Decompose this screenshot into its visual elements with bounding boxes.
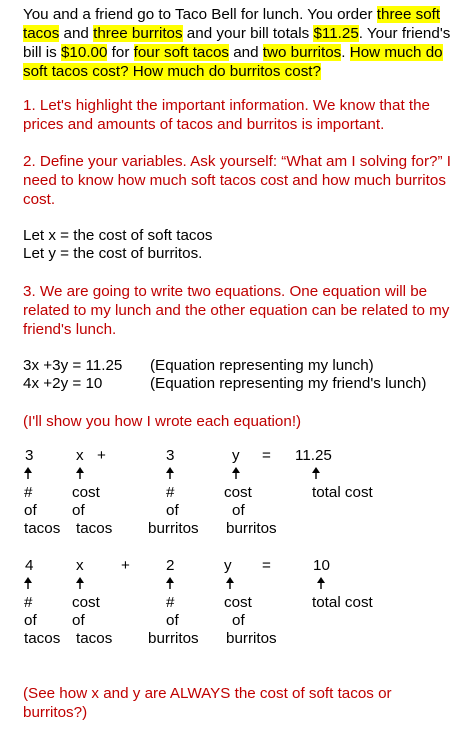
equation-2: 4x +2y = 10 bbox=[23, 375, 103, 392]
let-y: Let y = the cost of burritos. bbox=[23, 245, 203, 262]
arrow-up-icon bbox=[24, 467, 32, 479]
problem-text: You and a friend go to Taco Bell for lunch. You order bbox=[23, 6, 377, 23]
problem-text: . bbox=[341, 44, 350, 61]
count-tacos-value: 4 bbox=[25, 557, 34, 574]
equals-sign: = bbox=[262, 447, 271, 464]
problem-text: and bbox=[59, 25, 94, 42]
equation-2-note: (Equation representing my friend's lunch) bbox=[150, 375, 427, 392]
label-burritos: burritos bbox=[148, 520, 199, 537]
arrow-up-icon bbox=[166, 467, 174, 479]
label-burritos: burritos bbox=[226, 630, 277, 647]
total-value: 10 bbox=[313, 557, 330, 574]
label-cost: cost bbox=[72, 484, 100, 501]
label-cost: cost bbox=[224, 594, 252, 611]
arrow-up-icon bbox=[24, 577, 32, 589]
highlight-11-25: $11.25 bbox=[313, 25, 359, 42]
label-of: of bbox=[72, 502, 85, 519]
count-burritos-value: 3 bbox=[166, 447, 175, 464]
problem-statement bbox=[23, 5, 468, 81]
label-tacos: tacos bbox=[76, 520, 113, 537]
y-variable: y bbox=[224, 557, 232, 574]
arrow-up-icon bbox=[312, 467, 320, 479]
label-count: # bbox=[24, 484, 33, 501]
label-count: # bbox=[166, 594, 175, 611]
equation-1-note: (Equation representing my lunch) bbox=[150, 357, 374, 374]
label-of: of bbox=[166, 502, 179, 519]
label-of: of bbox=[232, 612, 245, 629]
problem-text: and your bill totals bbox=[182, 25, 314, 42]
show-note: (I'll show you how I wrote each equation!) bbox=[23, 413, 302, 430]
highlight-two-burritos: two burritos bbox=[262, 44, 342, 61]
label-cost: cost bbox=[72, 594, 100, 611]
label-of: of bbox=[166, 612, 179, 629]
arrow-up-icon bbox=[317, 577, 325, 589]
plus-sign: + bbox=[121, 557, 130, 574]
arrow-up-icon bbox=[76, 467, 84, 479]
label-tacos: tacos bbox=[24, 630, 61, 647]
equation-1: 3x +3y = 11.25 bbox=[23, 357, 123, 374]
highlight-questions: How much do soft tacos cost? How much do burritos cost? bbox=[23, 44, 443, 80]
arrow-up-icon bbox=[226, 577, 234, 589]
highlight-three-soft-tacos: three soft tacos bbox=[23, 6, 441, 42]
step-1: 1. Let's highlight the important information. We know that the prices and amounts of tacos and burritos is important. bbox=[23, 97, 430, 133]
closing-note: (See how x and y are ALWAYS the cost of soft tacos or burritos?) bbox=[23, 685, 392, 721]
x-variable: x bbox=[76, 557, 84, 574]
count-burritos-value: 2 bbox=[166, 557, 175, 574]
label-total-cost: total cost bbox=[312, 594, 373, 611]
label-of: of bbox=[232, 502, 245, 519]
problem-text: and bbox=[229, 44, 263, 61]
label-tacos: tacos bbox=[76, 630, 113, 647]
y-variable: y bbox=[232, 447, 240, 464]
label-burritos: burritos bbox=[226, 520, 277, 537]
arrow-up-icon bbox=[232, 467, 240, 479]
plus-sign: + bbox=[97, 447, 106, 464]
arrow-up-icon bbox=[76, 577, 84, 589]
label-total-cost: total cost bbox=[312, 484, 373, 501]
label-count: # bbox=[166, 484, 175, 501]
label-burritos: burritos bbox=[148, 630, 199, 647]
let-x: Let x = the cost of soft tacos bbox=[23, 227, 213, 244]
x-variable: x bbox=[76, 447, 84, 464]
equals-sign: = bbox=[262, 557, 271, 574]
label-of: of bbox=[72, 612, 85, 629]
arrow-up-icon bbox=[166, 577, 174, 589]
label-of: of bbox=[24, 612, 37, 629]
problem-text: for bbox=[107, 44, 134, 61]
step-2: 2. Define your variables. Ask yourself: “What am I solving for?” I need to know how much soft tacos cost and how much burritos cost. bbox=[23, 153, 451, 208]
label-count: # bbox=[24, 594, 33, 611]
step-3: 3. We are going to write two equations. One equation will be related to my lunch and the other equation can be related to my friend's lunch. bbox=[23, 283, 450, 338]
label-tacos: tacos bbox=[24, 520, 61, 537]
highlight-four-soft-tacos: four soft tacos bbox=[133, 44, 229, 61]
label-cost: cost bbox=[224, 484, 252, 501]
highlight-10-00: $10.00 bbox=[60, 44, 108, 61]
label-of: of bbox=[24, 502, 37, 519]
total-value: 11.25 bbox=[295, 447, 332, 464]
problem-text: . Your friend's bill is bbox=[23, 25, 451, 61]
highlight-three-burritos: three burritos bbox=[93, 25, 183, 42]
count-tacos-value: 3 bbox=[25, 447, 34, 464]
